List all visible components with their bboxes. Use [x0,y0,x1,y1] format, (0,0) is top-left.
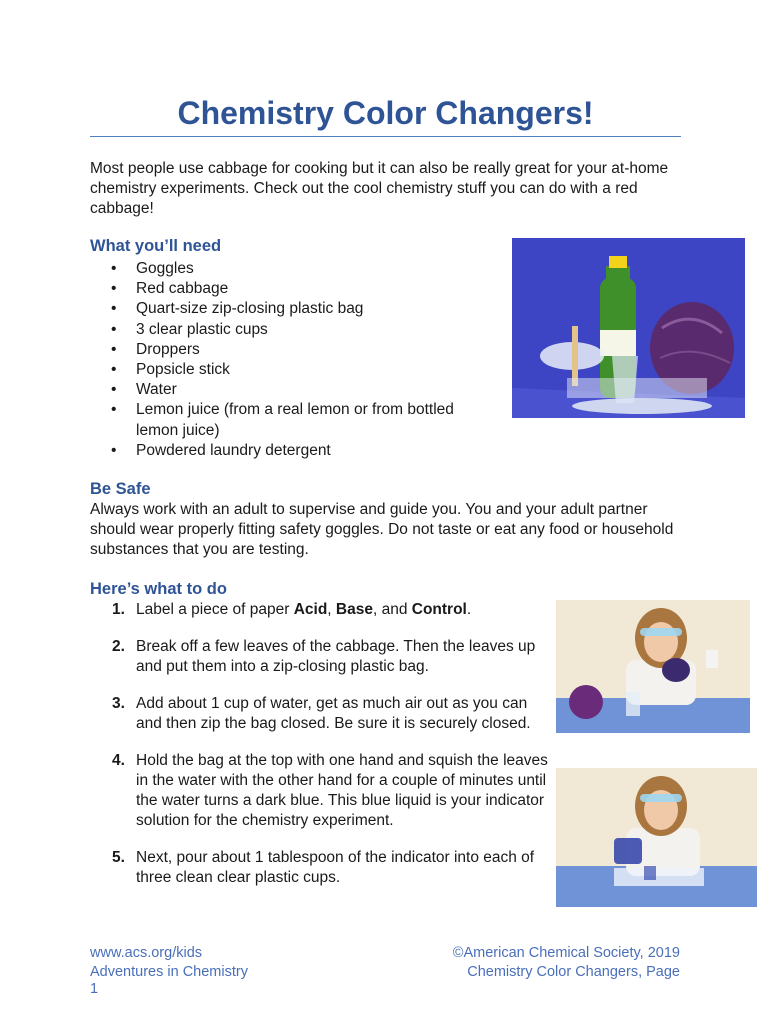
label-acid: Acid [293,601,328,618]
step-text: , and [372,601,412,618]
step-2 [90,637,550,677]
list-item: • Water [107,380,487,400]
step-text: Add about 1 cup of water, get as much air out as you can and then zip the bag closed. Be sure it is securely closed. [136,695,531,732]
label-control: Control [411,601,467,618]
list-item: • Droppers [107,340,487,360]
list-item: • Quart-size zip-closing plastic bag [107,299,487,319]
list-item: • Lemon juice (from a real lemon or from bottled lemon juice) [107,400,487,440]
document-page-label: Chemistry Color Changers, Page [467,963,680,980]
step-4 [90,751,550,831]
girl-with-cabbage-photo [556,600,750,733]
title-divider [90,136,681,137]
step-5 [90,848,550,888]
step-number: 5. [112,849,125,866]
what-to-do-heading: Here’s what to do [90,580,227,598]
page-title: Chemistry Color Changers! [177,95,594,131]
list-item: • Powdered laundry detergent [107,441,487,461]
list-item: • Goggles [107,259,487,279]
step-number: 1. [112,601,125,618]
steps-list [90,600,550,888]
footer-right [430,944,680,981]
step-text: Hold the bag at the top with one hand and squish the leaves in the water with the other hand for a couple of minutes until the water turns a dark blue. This blue liquid is your indicator solution for the chemistry experiment. [136,752,548,829]
list-item: • Popsicle stick [107,360,487,380]
be-safe-heading: Be Safe [90,480,151,498]
step-text: , [327,601,336,618]
step-number: 4. [112,752,125,769]
page-number: 1 [90,981,99,997]
step-text: Label a piece of paper [136,601,294,618]
materials-list [107,259,487,461]
step-1 [90,600,550,620]
list-item: • Red cabbage [107,279,487,299]
step-text: . [466,601,472,618]
copyright-text: ©American Chemical Society, 2019 [452,945,680,961]
what-you-need-heading: What you’ll need [90,237,222,255]
supplies-photo [512,238,745,418]
intro-paragraph: Most people use cabbage for cooking but it can also be really great for your at-home chemistry experiments. Check out the cool chemistry stuff you can do with a red cabbage! [90,160,669,217]
label-base: Base [335,601,373,618]
girl-squishing-bag-photo [556,768,757,907]
step-number: 2. [112,638,125,655]
step-text: Break off a few leaves of the cabbage. Then the leaves up and put them into a zip-closing plastic bag. [136,638,536,675]
step-number: 3. [112,695,125,712]
step-text: Next, pour about 1 tablespoon of the indicator into each of three clean clear plastic cups. [136,849,535,886]
list-item: • 3 clear plastic cups [107,320,487,340]
footer-left [90,944,248,981]
footer-url-link[interactable]: www.acs.org/kids [90,945,203,961]
footer-series: Adventures in Chemistry [90,963,248,980]
be-safe-paragraph: Always work with an adult to supervise and guide you. You and your adult partner should wear properly fitting safety goggles. Do not taste or eat any food or household substances that you are testing. [90,501,674,558]
step-3 [90,694,550,734]
